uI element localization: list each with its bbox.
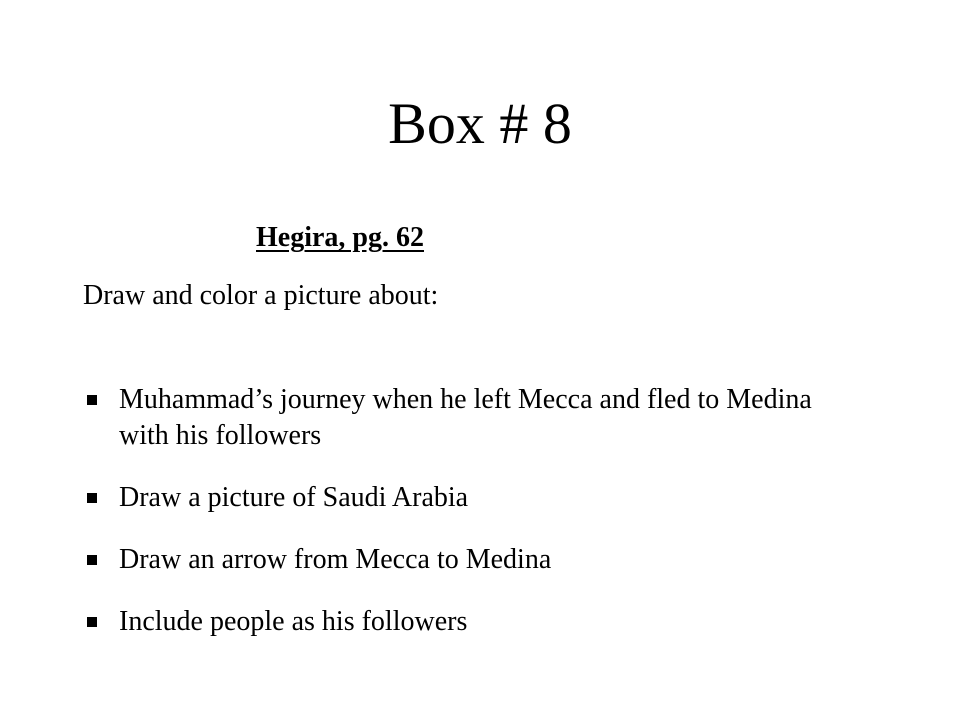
bullet-list: [83, 382, 863, 666]
square-bullet-icon: [87, 395, 97, 405]
bullet-item: [83, 542, 863, 578]
slide-title: Box # 8: [388, 91, 572, 156]
bullet-item: [83, 480, 863, 516]
bullet-text: Include people as his followers: [119, 606, 468, 637]
bullet-text: Draw a picture of Saudi Arabia: [119, 482, 469, 513]
intro-text: Draw and color a picture about:: [83, 280, 439, 311]
bullet-text: Muhammad’s journey when he left Mecca and fled to Medina with his followers: [119, 384, 812, 451]
square-bullet-icon: [87, 617, 97, 627]
square-bullet-icon: [87, 555, 97, 565]
slide-subtitle: Hegira, pg. 62: [256, 222, 424, 253]
bullet-item: [83, 604, 863, 640]
square-bullet-icon: [87, 493, 97, 503]
bullet-text: Draw an arrow from Mecca to Medina: [119, 544, 552, 575]
bullet-item: [83, 382, 863, 454]
